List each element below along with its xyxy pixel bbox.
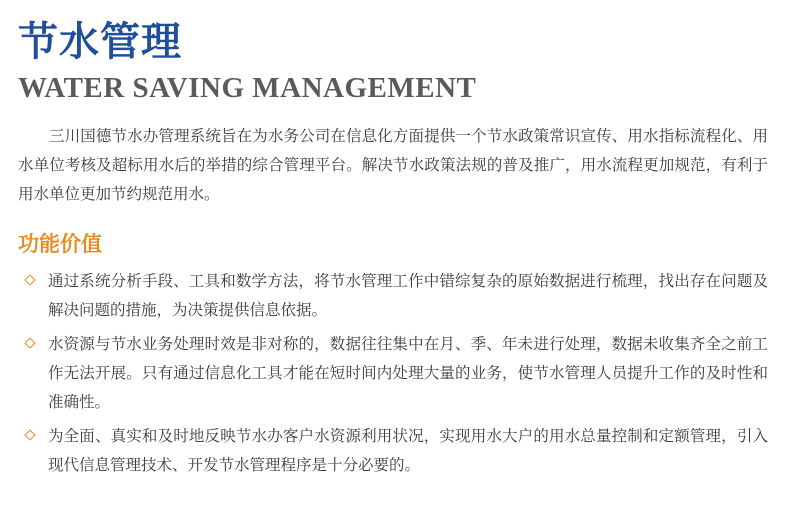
list-item (18, 422, 768, 480)
list-item (18, 330, 768, 417)
page-title-english: WATER SAVING MANAGEMENT (18, 72, 477, 104)
diamond-outline-icon (26, 431, 37, 442)
list-item-text: 为全面、真实和及时地反映节水办客户水资源利用状况，实现用水大户的用水总量控制和定额管理，引入现代信息管理技术、开发节水管理程序是十分必要的。 (48, 427, 768, 474)
list-item-text: 通过系统分析手段、工具和数学方法，将节水管理工作中错综复杂的原始数据进行梳理，找出存在问题及解决问题的措施，为决策提供信息依据。 (48, 272, 768, 319)
list-item-text: 水资源与节水业务处理时效是非对称的，数据往往集中在月、季、年未进行处理，数据未收集齐全之前工作无法开展。只有通过信息化工具才能在短时间内处理大量的业务，使节水管理人员提升工作的及时性和准确性。 (48, 335, 768, 411)
page-title-chinese: 节水管理 (18, 19, 182, 65)
function-value-list (18, 267, 768, 480)
list-item (18, 267, 768, 325)
diamond-outline-icon (26, 339, 37, 350)
section-title-function-value: 功能价值 (18, 232, 102, 256)
diamond-outline-icon (26, 276, 37, 287)
intro-paragraph: 三川国德节水办管理系统旨在为水务公司在信息化方面提供一个节水政策常识宣传、用水指标流程化、用水单位考核及超标用水后的举措的综合管理平台。解决节水政策法规的普及推广，用水流程更加规范，有利于用水单位更加节约规范用水。 (18, 127, 768, 203)
